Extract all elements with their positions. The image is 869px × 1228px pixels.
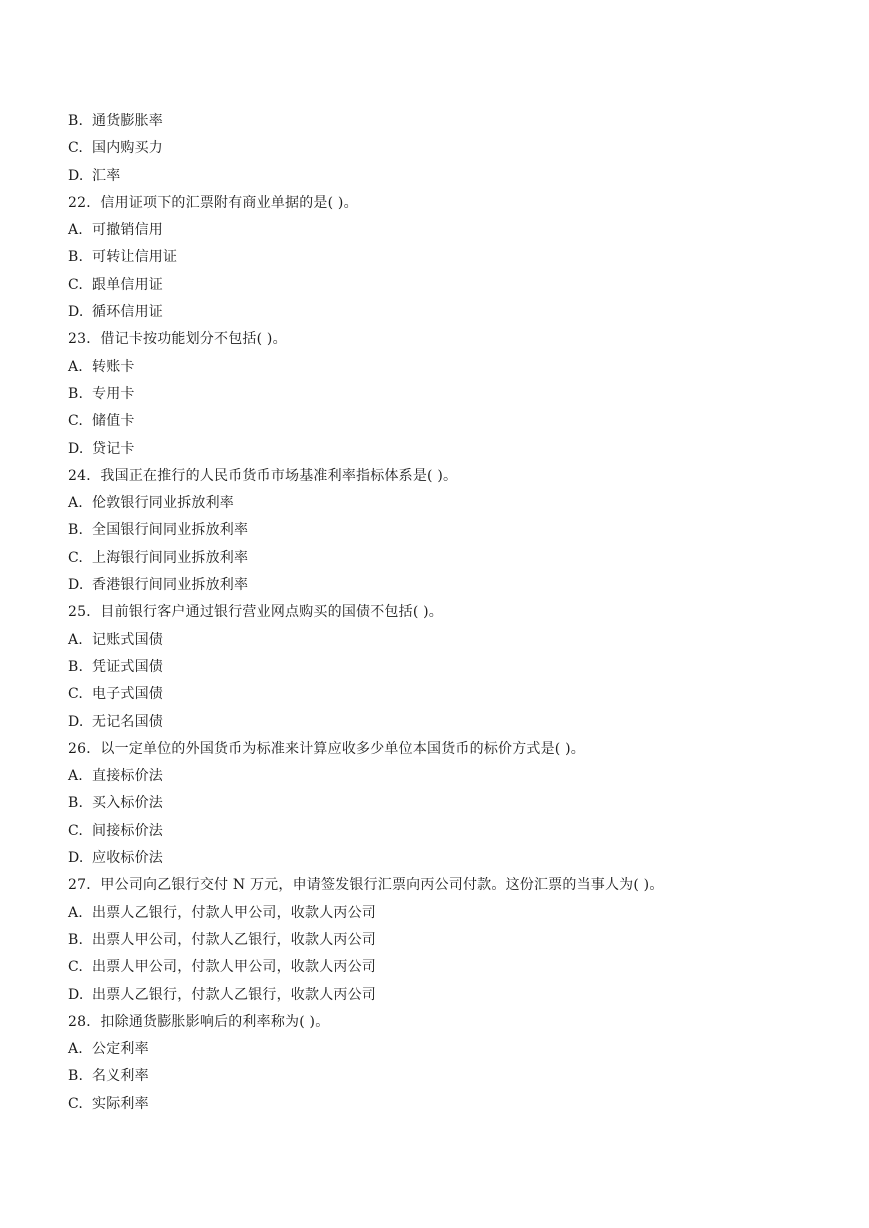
answer-option <box>68 654 828 681</box>
answer-option <box>68 108 828 135</box>
option-letter: C. <box>68 140 84 157</box>
option-text: 转账卡 <box>92 358 135 375</box>
answer-option <box>68 1063 828 1090</box>
option-letter: A. <box>68 358 83 375</box>
option-text: 贷记卡 <box>92 440 135 457</box>
answer-option <box>68 135 828 162</box>
option-text: 循环信用证 <box>92 304 163 321</box>
option-text: 记账式国债 <box>92 631 163 648</box>
answer-option <box>68 763 828 790</box>
answer-option <box>68 1091 828 1118</box>
option-text: 汇率 <box>92 167 121 184</box>
option-text: 应收标价法 <box>92 850 163 867</box>
option-letter: A. <box>68 904 83 921</box>
option-text: 出票人甲公司，付款人甲公司，收款人丙公司 <box>92 959 376 976</box>
answer-option <box>68 709 828 736</box>
option-text: 直接标价法 <box>92 768 163 785</box>
question-text: 23．借记卡按功能划分不包括( )。 <box>68 331 287 348</box>
question-text: 22．信用证项下的汇票附有商业单据的是( )。 <box>68 194 358 211</box>
answer-option <box>68 954 828 981</box>
answer-option <box>68 572 828 599</box>
option-letter: D. <box>68 577 84 594</box>
answer-option <box>68 900 828 927</box>
question-text: 24．我国正在推行的人民币货币市场基准利率指标体系是( )。 <box>68 467 458 484</box>
option-letter: D. <box>68 440 84 457</box>
option-letter: A. <box>68 495 83 512</box>
option-text: 名义利率 <box>92 1068 149 1085</box>
option-text: 通货膨胀率 <box>92 113 163 129</box>
option-text: 实际利率 <box>92 1095 149 1112</box>
question-text: 26．以一定单位的外国货币为标准来计算应收多少单位本国货币的标价方式是( )。 <box>68 740 585 757</box>
option-text: 买入标价法 <box>92 795 163 812</box>
option-text: 出票人甲公司，付款人乙银行，收款人丙公司 <box>92 931 376 948</box>
answer-option <box>68 381 828 408</box>
option-letter: B. <box>68 522 84 539</box>
answer-option <box>68 545 828 572</box>
option-letter: D. <box>68 713 84 730</box>
answer-option <box>68 790 828 817</box>
option-letter: B. <box>68 113 84 129</box>
option-letter: B. <box>68 1068 84 1085</box>
option-text: 出票人乙银行，付款人甲公司，收款人丙公司 <box>92 904 376 921</box>
option-letter: D. <box>68 167 84 184</box>
answer-option <box>68 354 828 381</box>
option-text: 凭证式国债 <box>92 658 163 675</box>
option-text: 上海银行间同业拆放利率 <box>92 549 249 566</box>
answer-option <box>68 845 828 872</box>
option-text: 间接标价法 <box>92 822 163 839</box>
option-text: 公定利率 <box>92 1041 149 1058</box>
option-letter: A. <box>68 1041 83 1058</box>
option-text: 全国银行间同业拆放利率 <box>92 522 249 539</box>
option-letter: B. <box>68 249 84 266</box>
option-letter: C. <box>68 959 84 976</box>
option-letter: B. <box>68 658 84 675</box>
option-letter: A. <box>68 631 83 648</box>
document-page <box>68 108 828 1118</box>
answer-option <box>68 982 828 1009</box>
option-text: 香港银行间同业拆放利率 <box>92 577 249 594</box>
answer-option <box>68 681 828 708</box>
option-text: 可撤销信用 <box>92 222 163 239</box>
option-text: 出票人乙银行，付款人乙银行，收款人丙公司 <box>92 986 376 1003</box>
option-letter: C. <box>68 1095 84 1112</box>
question-text: 27．甲公司向乙银行交付 N 万元，申请签发银行汇票向丙公司付款。这份汇票的当事人为( )。 <box>68 877 664 894</box>
option-letter: D. <box>68 850 84 867</box>
option-letter: D. <box>68 304 84 321</box>
answer-option <box>68 490 828 517</box>
option-letter: D. <box>68 986 84 1003</box>
answer-option <box>68 627 828 654</box>
option-text: 专用卡 <box>92 385 135 402</box>
option-letter: C. <box>68 413 84 430</box>
option-letter: C. <box>68 276 84 293</box>
answer-option <box>68 436 828 463</box>
option-text: 伦敦银行同业拆放利率 <box>92 495 234 512</box>
option-text: 国内购买力 <box>92 140 163 157</box>
option-letter: B. <box>68 795 84 812</box>
option-letter: A. <box>68 222 83 239</box>
answer-option <box>68 163 828 190</box>
answer-option <box>68 818 828 845</box>
answer-option <box>68 272 828 299</box>
option-letter: C. <box>68 549 84 566</box>
option-letter: B. <box>68 385 84 402</box>
answer-option <box>68 217 828 244</box>
option-text: 跟单信用证 <box>92 276 163 293</box>
option-letter: C. <box>68 686 84 703</box>
option-text: 可转让信用证 <box>92 249 178 266</box>
option-text: 储值卡 <box>92 413 135 430</box>
question-text: 28．扣除通货膨胀影响后的利率称为( )。 <box>68 1013 330 1030</box>
option-letter: A. <box>68 768 83 785</box>
option-letter: C. <box>68 822 84 839</box>
option-letter: B. <box>68 931 84 948</box>
answer-option <box>68 244 828 271</box>
answer-option <box>68 1036 828 1063</box>
answer-option <box>68 299 828 326</box>
answer-option <box>68 927 828 954</box>
answer-option <box>68 517 828 544</box>
option-text: 无记名国债 <box>92 713 163 730</box>
question-text: 25．目前银行客户通过银行营业网点购买的国债不包括( )。 <box>68 604 443 621</box>
answer-option <box>68 408 828 435</box>
option-text: 电子式国债 <box>92 686 163 703</box>
